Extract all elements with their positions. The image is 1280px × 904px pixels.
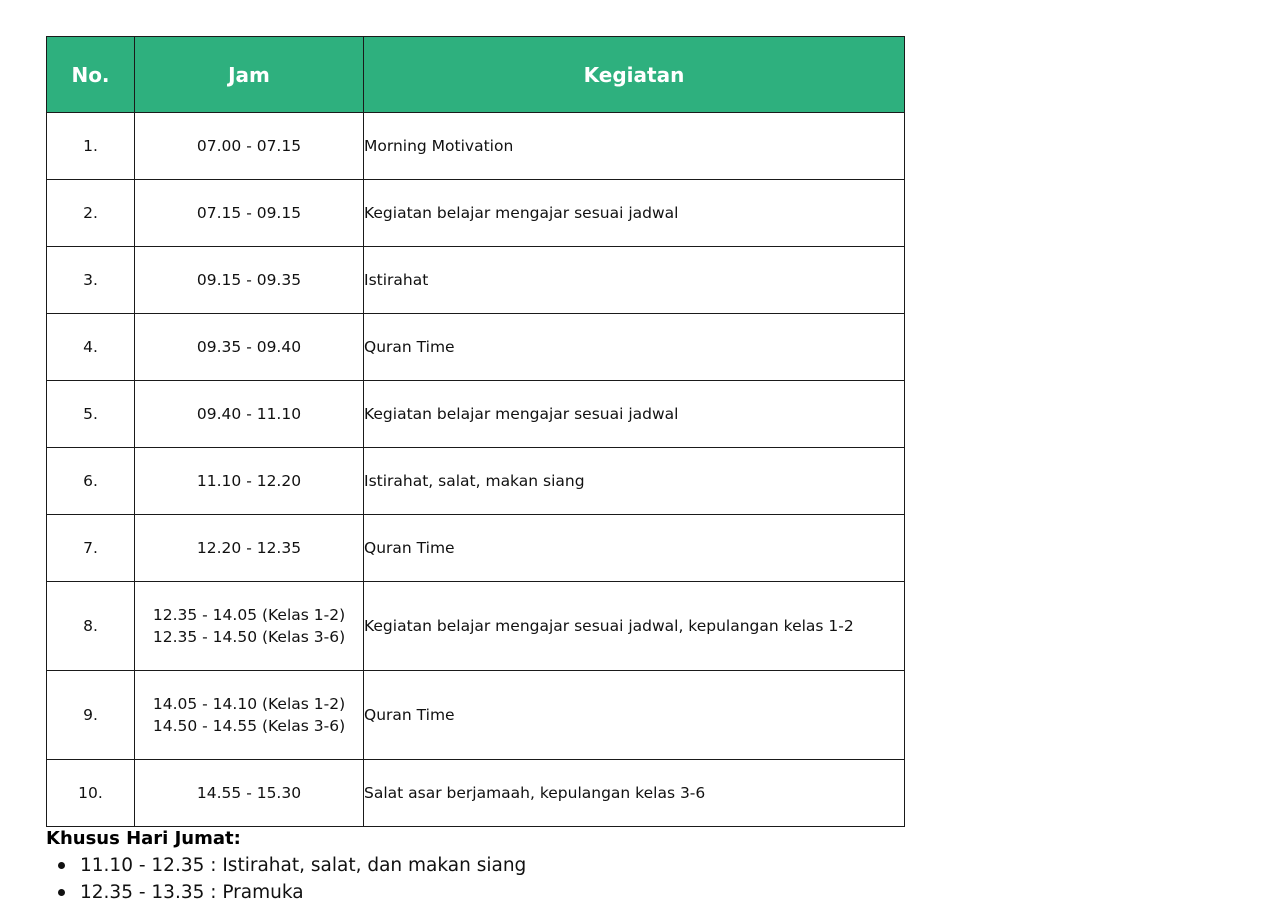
time-range: 14.50 - 14.55 (Kelas 3-6): [152, 717, 346, 735]
table-row: [47, 448, 905, 515]
row-activity: Quran Time: [364, 671, 905, 760]
table-row: [47, 381, 905, 448]
time-range: 09.15 - 09.35: [196, 271, 302, 289]
row-activity: Kegiatan belajar mengajar sesuai jadwal: [364, 180, 905, 247]
time-range: 12.35 - 14.05 (Kelas 1-2): [152, 606, 346, 624]
friday-note-text: 12.35 - 13.35 : Pramuka: [80, 882, 304, 903]
time-range: 09.40 - 11.10: [196, 405, 302, 423]
table-row: [47, 180, 905, 247]
row-activity: Istirahat: [364, 247, 905, 314]
table-row: [47, 515, 905, 582]
table-row: [47, 314, 905, 381]
friday-note-text: 11.10 - 12.35 : Istirahat, salat, dan makan siang: [80, 855, 527, 876]
row-activity: Quran Time: [364, 314, 905, 381]
time-range: 14.05 - 14.10 (Kelas 1-2): [152, 695, 346, 713]
friday-note: [46, 826, 946, 904]
row-time: [135, 314, 364, 381]
time-range: 07.00 - 07.15: [196, 137, 302, 155]
row-number: 4.: [47, 314, 135, 381]
row-activity: Istirahat, salat, makan siang: [364, 448, 905, 515]
header-no: No.: [47, 37, 135, 113]
table-body: [47, 113, 905, 827]
row-time: [135, 381, 364, 448]
row-number: 1.: [47, 113, 135, 180]
row-number: 3.: [47, 247, 135, 314]
row-number: 9.: [47, 671, 135, 760]
row-time: [135, 180, 364, 247]
row-activity: Morning Motivation: [364, 113, 905, 180]
bullet-icon: [58, 889, 65, 896]
row-time: [135, 113, 364, 180]
time-range: 09.35 - 09.40: [196, 338, 302, 356]
table-row: [47, 671, 905, 760]
row-activity: Salat asar berjamaah, kepulangan kelas 3-6: [364, 760, 905, 827]
row-number: 8.: [47, 582, 135, 671]
table-row: [47, 113, 905, 180]
row-number: 5.: [47, 381, 135, 448]
row-number: 2.: [47, 180, 135, 247]
row-time: [135, 515, 364, 582]
table-row: [47, 760, 905, 827]
time-range: 14.55 - 15.30: [196, 784, 302, 802]
time-range: 11.10 - 12.20: [196, 472, 302, 490]
friday-note-item: [46, 879, 946, 904]
time-range: 07.15 - 09.15: [196, 204, 302, 222]
header-activity: Kegiatan: [364, 37, 905, 113]
row-number: 6.: [47, 448, 135, 515]
table-header-row: [47, 37, 905, 113]
row-time: [135, 760, 364, 827]
row-time: [135, 582, 364, 671]
row-activity: Kegiatan belajar mengajar sesuai jadwal: [364, 381, 905, 448]
friday-note-item: [46, 852, 946, 879]
friday-note-title: Khusus Hari Jumat:: [46, 828, 241, 849]
row-activity: Quran Time: [364, 515, 905, 582]
table-row: [47, 582, 905, 671]
table-row: [47, 247, 905, 314]
schedule-table: [46, 36, 905, 827]
row-time: [135, 247, 364, 314]
row-time: [135, 671, 364, 760]
time-range: 12.35 - 14.50 (Kelas 3-6): [152, 628, 346, 646]
row-number: 10.: [47, 760, 135, 827]
row-time: [135, 448, 364, 515]
row-activity: Kegiatan belajar mengajar sesuai jadwal, kepulangan kelas 1-2: [364, 582, 905, 671]
row-number: 7.: [47, 515, 135, 582]
header-time: Jam: [135, 37, 364, 113]
friday-note-list: [46, 852, 946, 904]
bullet-icon: [58, 862, 65, 869]
time-range: 12.20 - 12.35: [196, 539, 302, 557]
